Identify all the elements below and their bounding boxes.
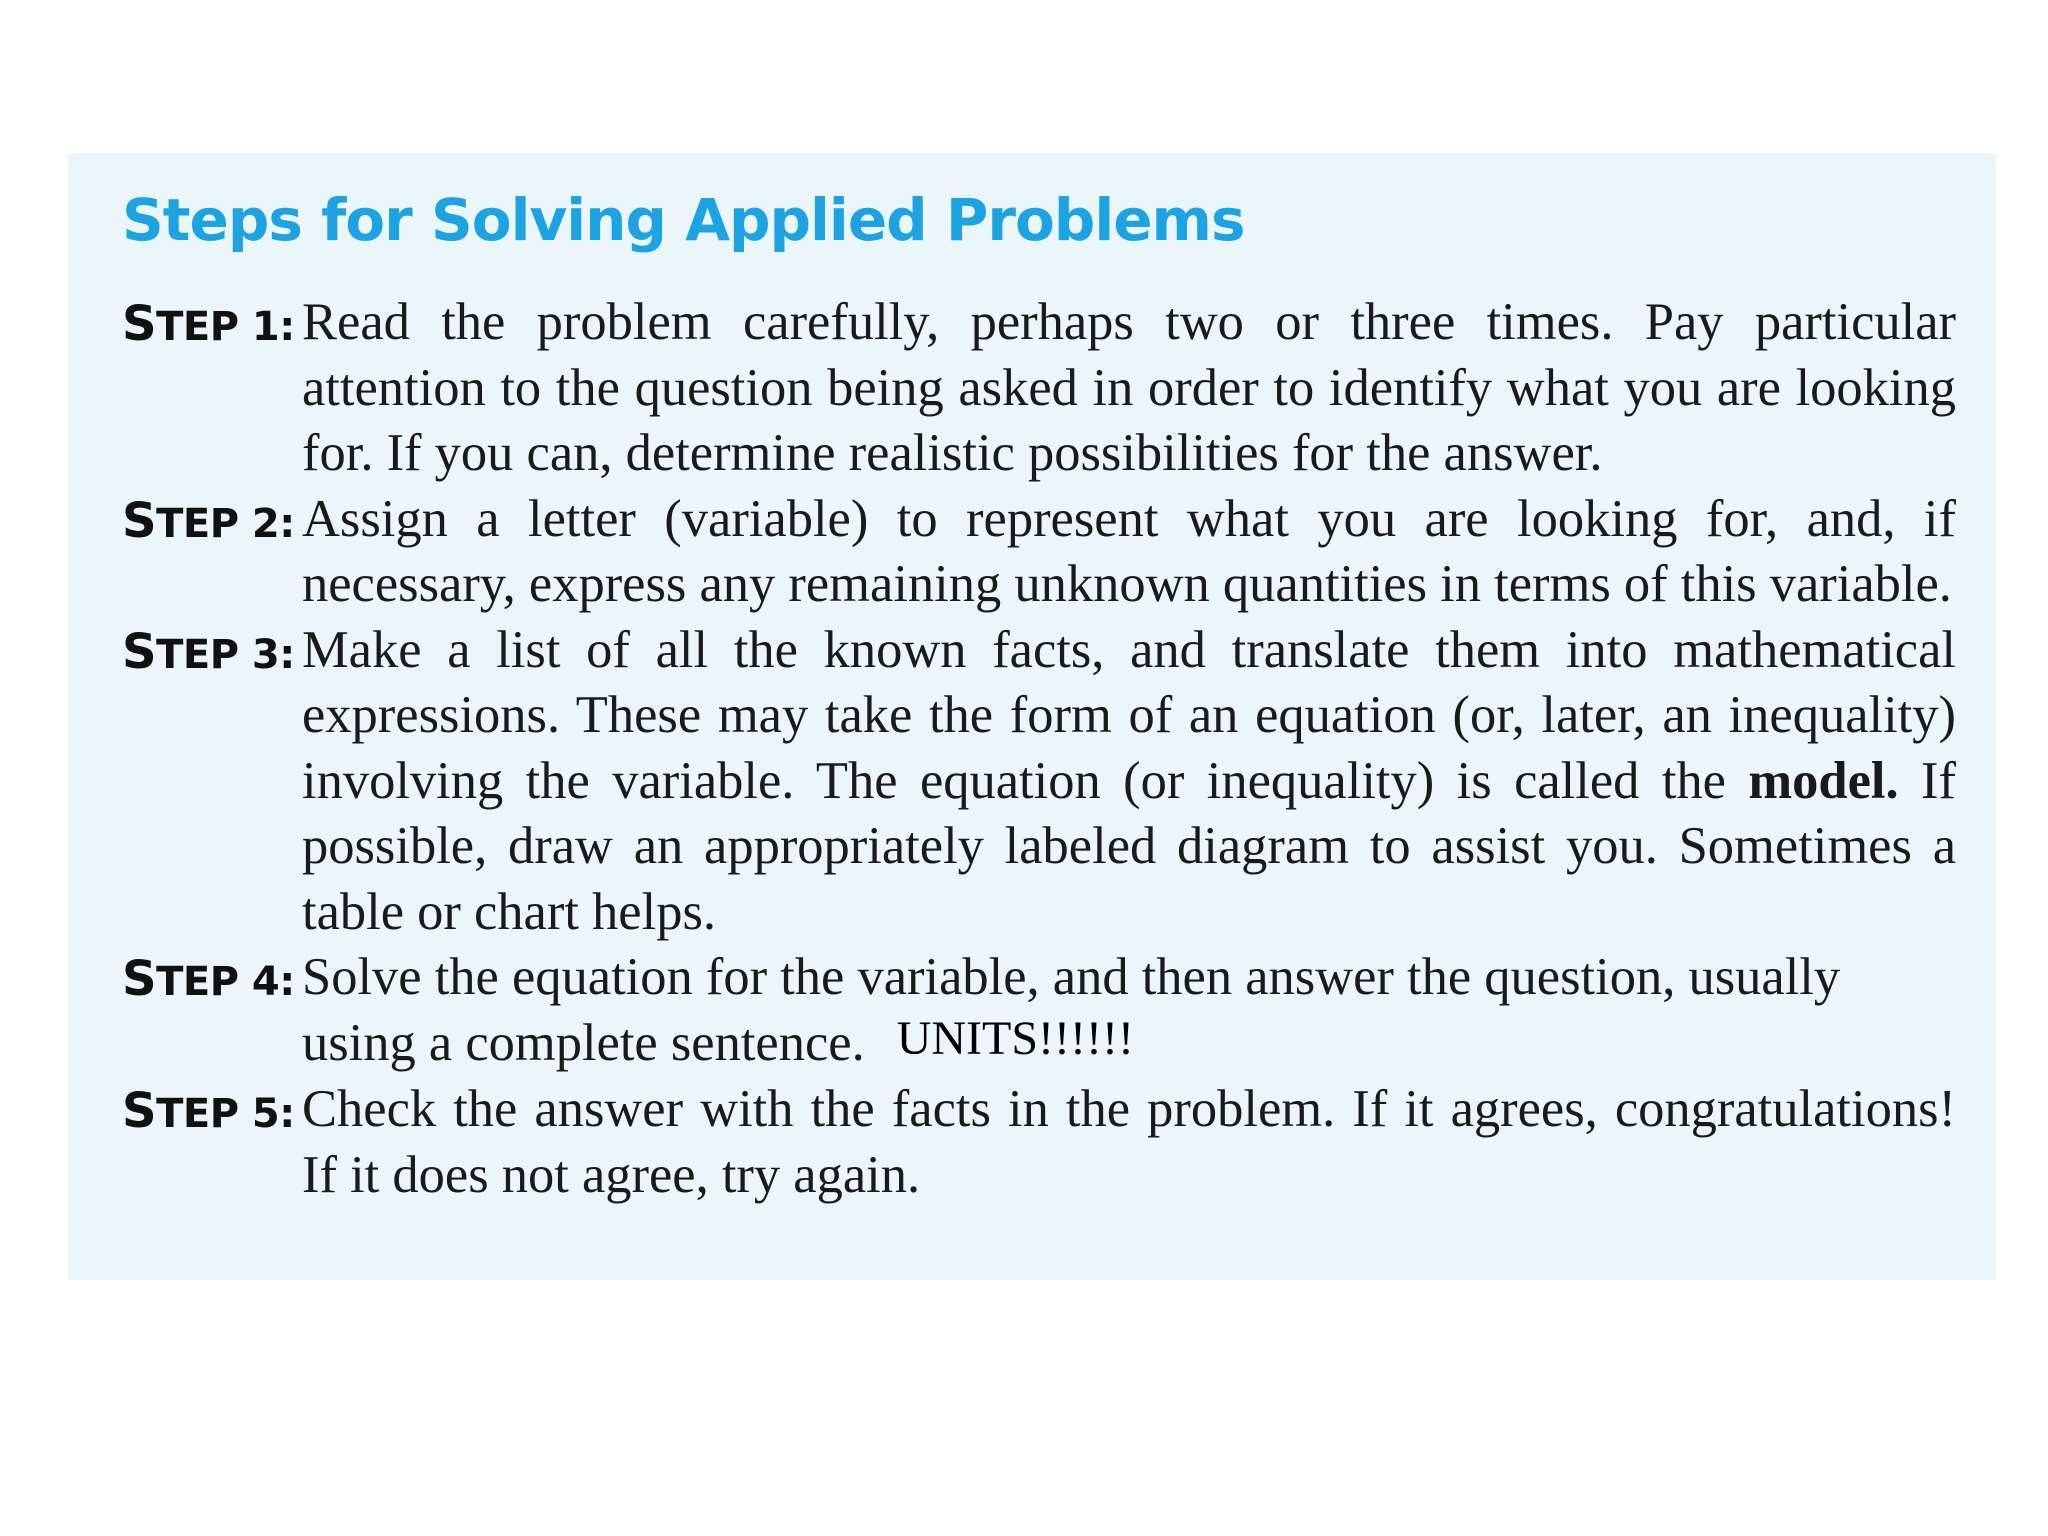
step-3-label: STEP 3: xyxy=(122,623,295,680)
model-term: model. xyxy=(1748,751,1899,810)
step-1 xyxy=(122,290,1956,487)
step-3-text-after: If possible, draw an appropriately labeled diagram to assist you. Sometimes a table or chart helps. xyxy=(302,751,1956,941)
step-1-label: STEP 1: xyxy=(122,296,295,352)
step-4-text-main: Solve the equation for the variable, and then answer the question, usually using a complete sentence. xyxy=(302,948,1841,1072)
step-1-text: Read the problem carefully, perhaps two or three times. Pay particular attention to the question being asked in order to identify what you are looking for. If you can, determine realistic possibilities for the answer. xyxy=(302,293,1956,482)
step-3 xyxy=(122,618,1956,946)
step-2-label: STEP 2: xyxy=(122,492,295,549)
step-4-label: STEP 4: xyxy=(122,951,295,1007)
step-5-text: Check the answer with the facts in the problem. If it agrees, congratulations! If it does not agree, try again. xyxy=(302,1080,1956,1204)
step-5 xyxy=(122,1077,1956,1208)
box-title: Steps for Solving Applied Problems xyxy=(122,186,1245,254)
step-3-text-before: Make a list of all the known facts, and translate them into mathematical expressions. These may take the form of an equation (or, later, an inequality) involving the variable. The equation (or inequality) is called the xyxy=(302,620,1956,810)
units-note: UNITS!!!!!! xyxy=(896,1011,1134,1065)
step-5-label: STEP 5: xyxy=(122,1083,295,1139)
step-2-text: Assign a letter (variable) to represent what you are looking for, and, if necessary, express any remaining unknown quantities in terms of this variable. xyxy=(302,489,1956,613)
steps-list xyxy=(122,290,1956,1208)
step-4-text xyxy=(302,945,1956,1077)
step-4 xyxy=(122,945,1956,1077)
step-2 xyxy=(122,487,1956,618)
step-3-text xyxy=(302,618,1956,946)
